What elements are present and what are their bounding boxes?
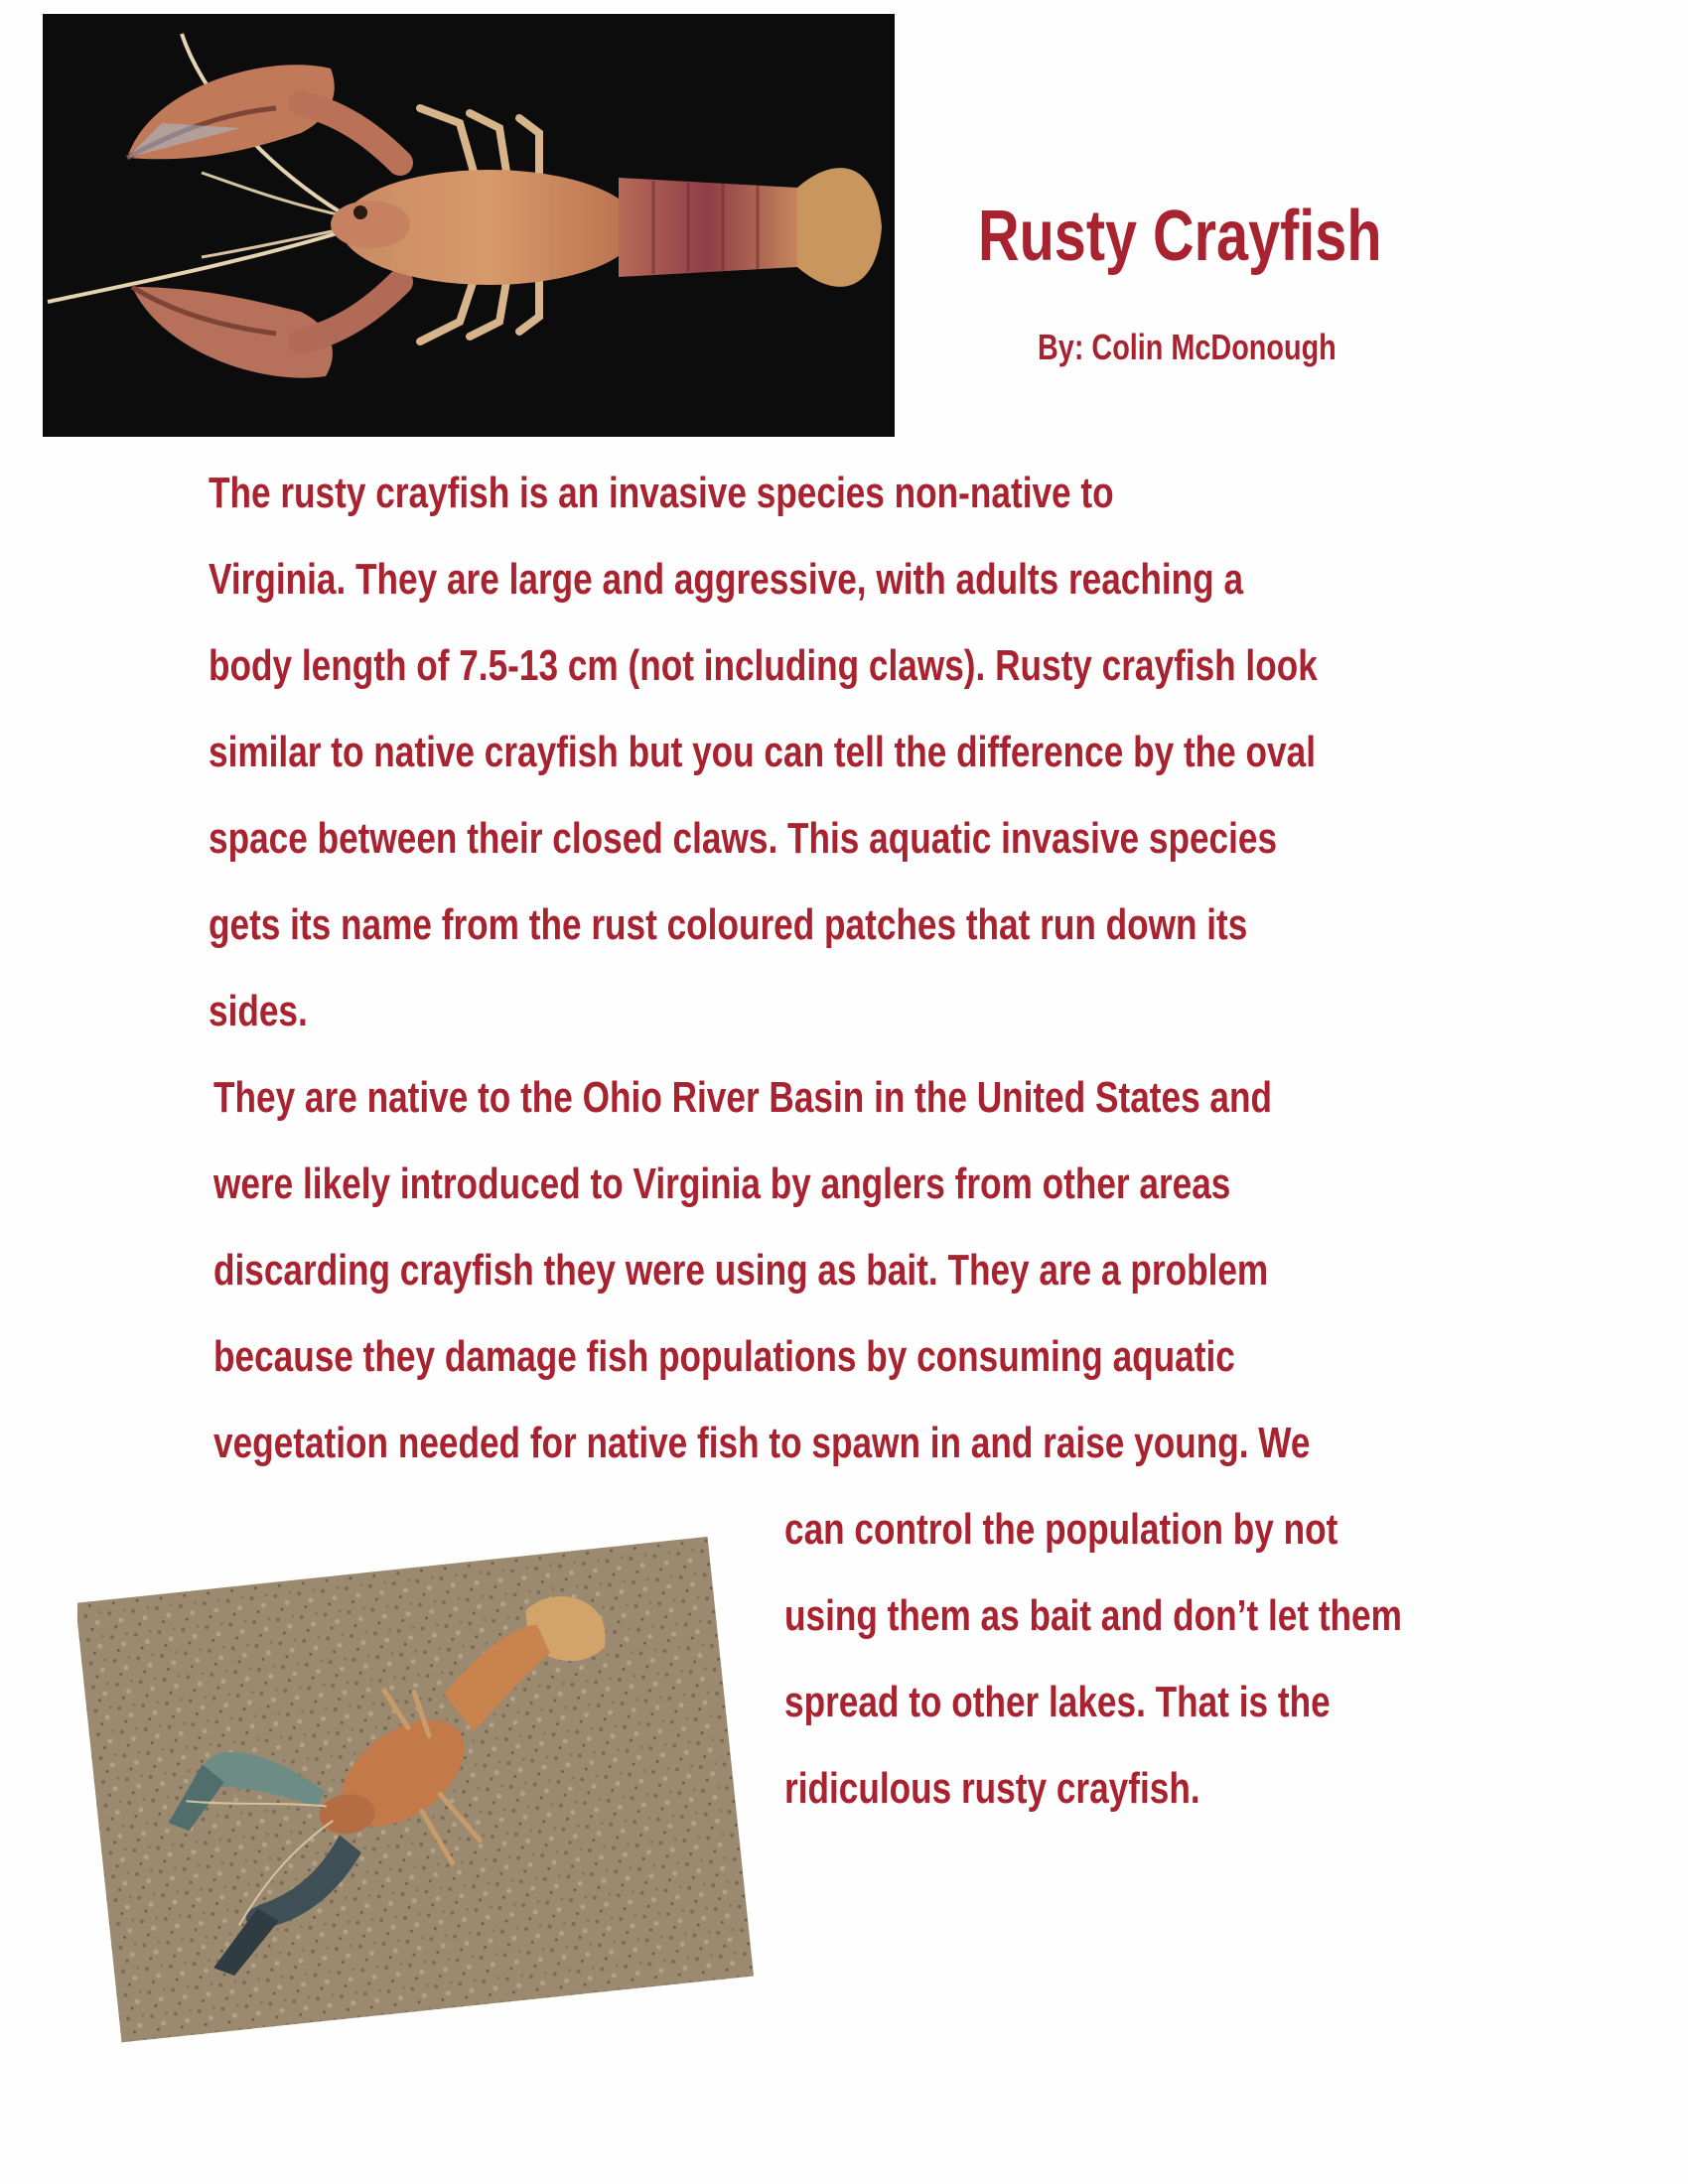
paragraph-2-line-6: can control the population by not xyxy=(784,1505,1338,1554)
paragraph-1-line-3: body length of 7.5-13 cm (not including claws). Rusty crayfish look xyxy=(209,641,1318,690)
paragraph-2-line-7: using them as bait and don’t let them xyxy=(784,1591,1402,1640)
paragraph-2-line-1: They are native to the Ohio River Basin in the United States and xyxy=(213,1073,1273,1122)
crayfish-illustration-bottom xyxy=(77,1529,755,2060)
top-crayfish-photo xyxy=(43,14,895,437)
paragraph-2-line-5: vegetation needed for native fish to spawn in and raise young. We xyxy=(213,1419,1311,1467)
author-byline: By: Colin McDonough xyxy=(1038,327,1336,367)
paragraph-1-line-7: sides. xyxy=(209,987,308,1035)
page-title: Rusty Crayfish xyxy=(978,197,1382,276)
crayfish-illustration-top xyxy=(43,14,895,437)
paragraph-1-line-5: space between their closed claws. This aquatic invasive species xyxy=(209,814,1278,863)
paragraph-1-line-2: Virginia. They are large and aggressive, with adults reaching a xyxy=(209,555,1244,604)
paragraph-2-line-4: because they damage fish populations by consuming aquatic xyxy=(213,1332,1235,1381)
paragraph-1-line-1: The rusty crayfish is an invasive species non-native to xyxy=(209,469,1114,517)
paragraph-1-line-6: gets its name from the rust coloured patches that run down its xyxy=(209,900,1248,949)
paragraph-1-line-4: similar to native crayfish but you can tell the difference by the oval xyxy=(209,728,1316,776)
bottom-crayfish-photo xyxy=(77,1529,755,2060)
paragraph-2-line-8: spread to other lakes. That is the xyxy=(784,1678,1331,1726)
paragraph-2-line-3: discarding crayfish they were using as bait. They are a problem xyxy=(213,1246,1269,1295)
paragraph-2-line-2: were likely introduced to Virginia by anglers from other areas xyxy=(213,1160,1231,1208)
paragraph-2-line-9: ridiculous rusty crayfish. xyxy=(784,1764,1200,1813)
